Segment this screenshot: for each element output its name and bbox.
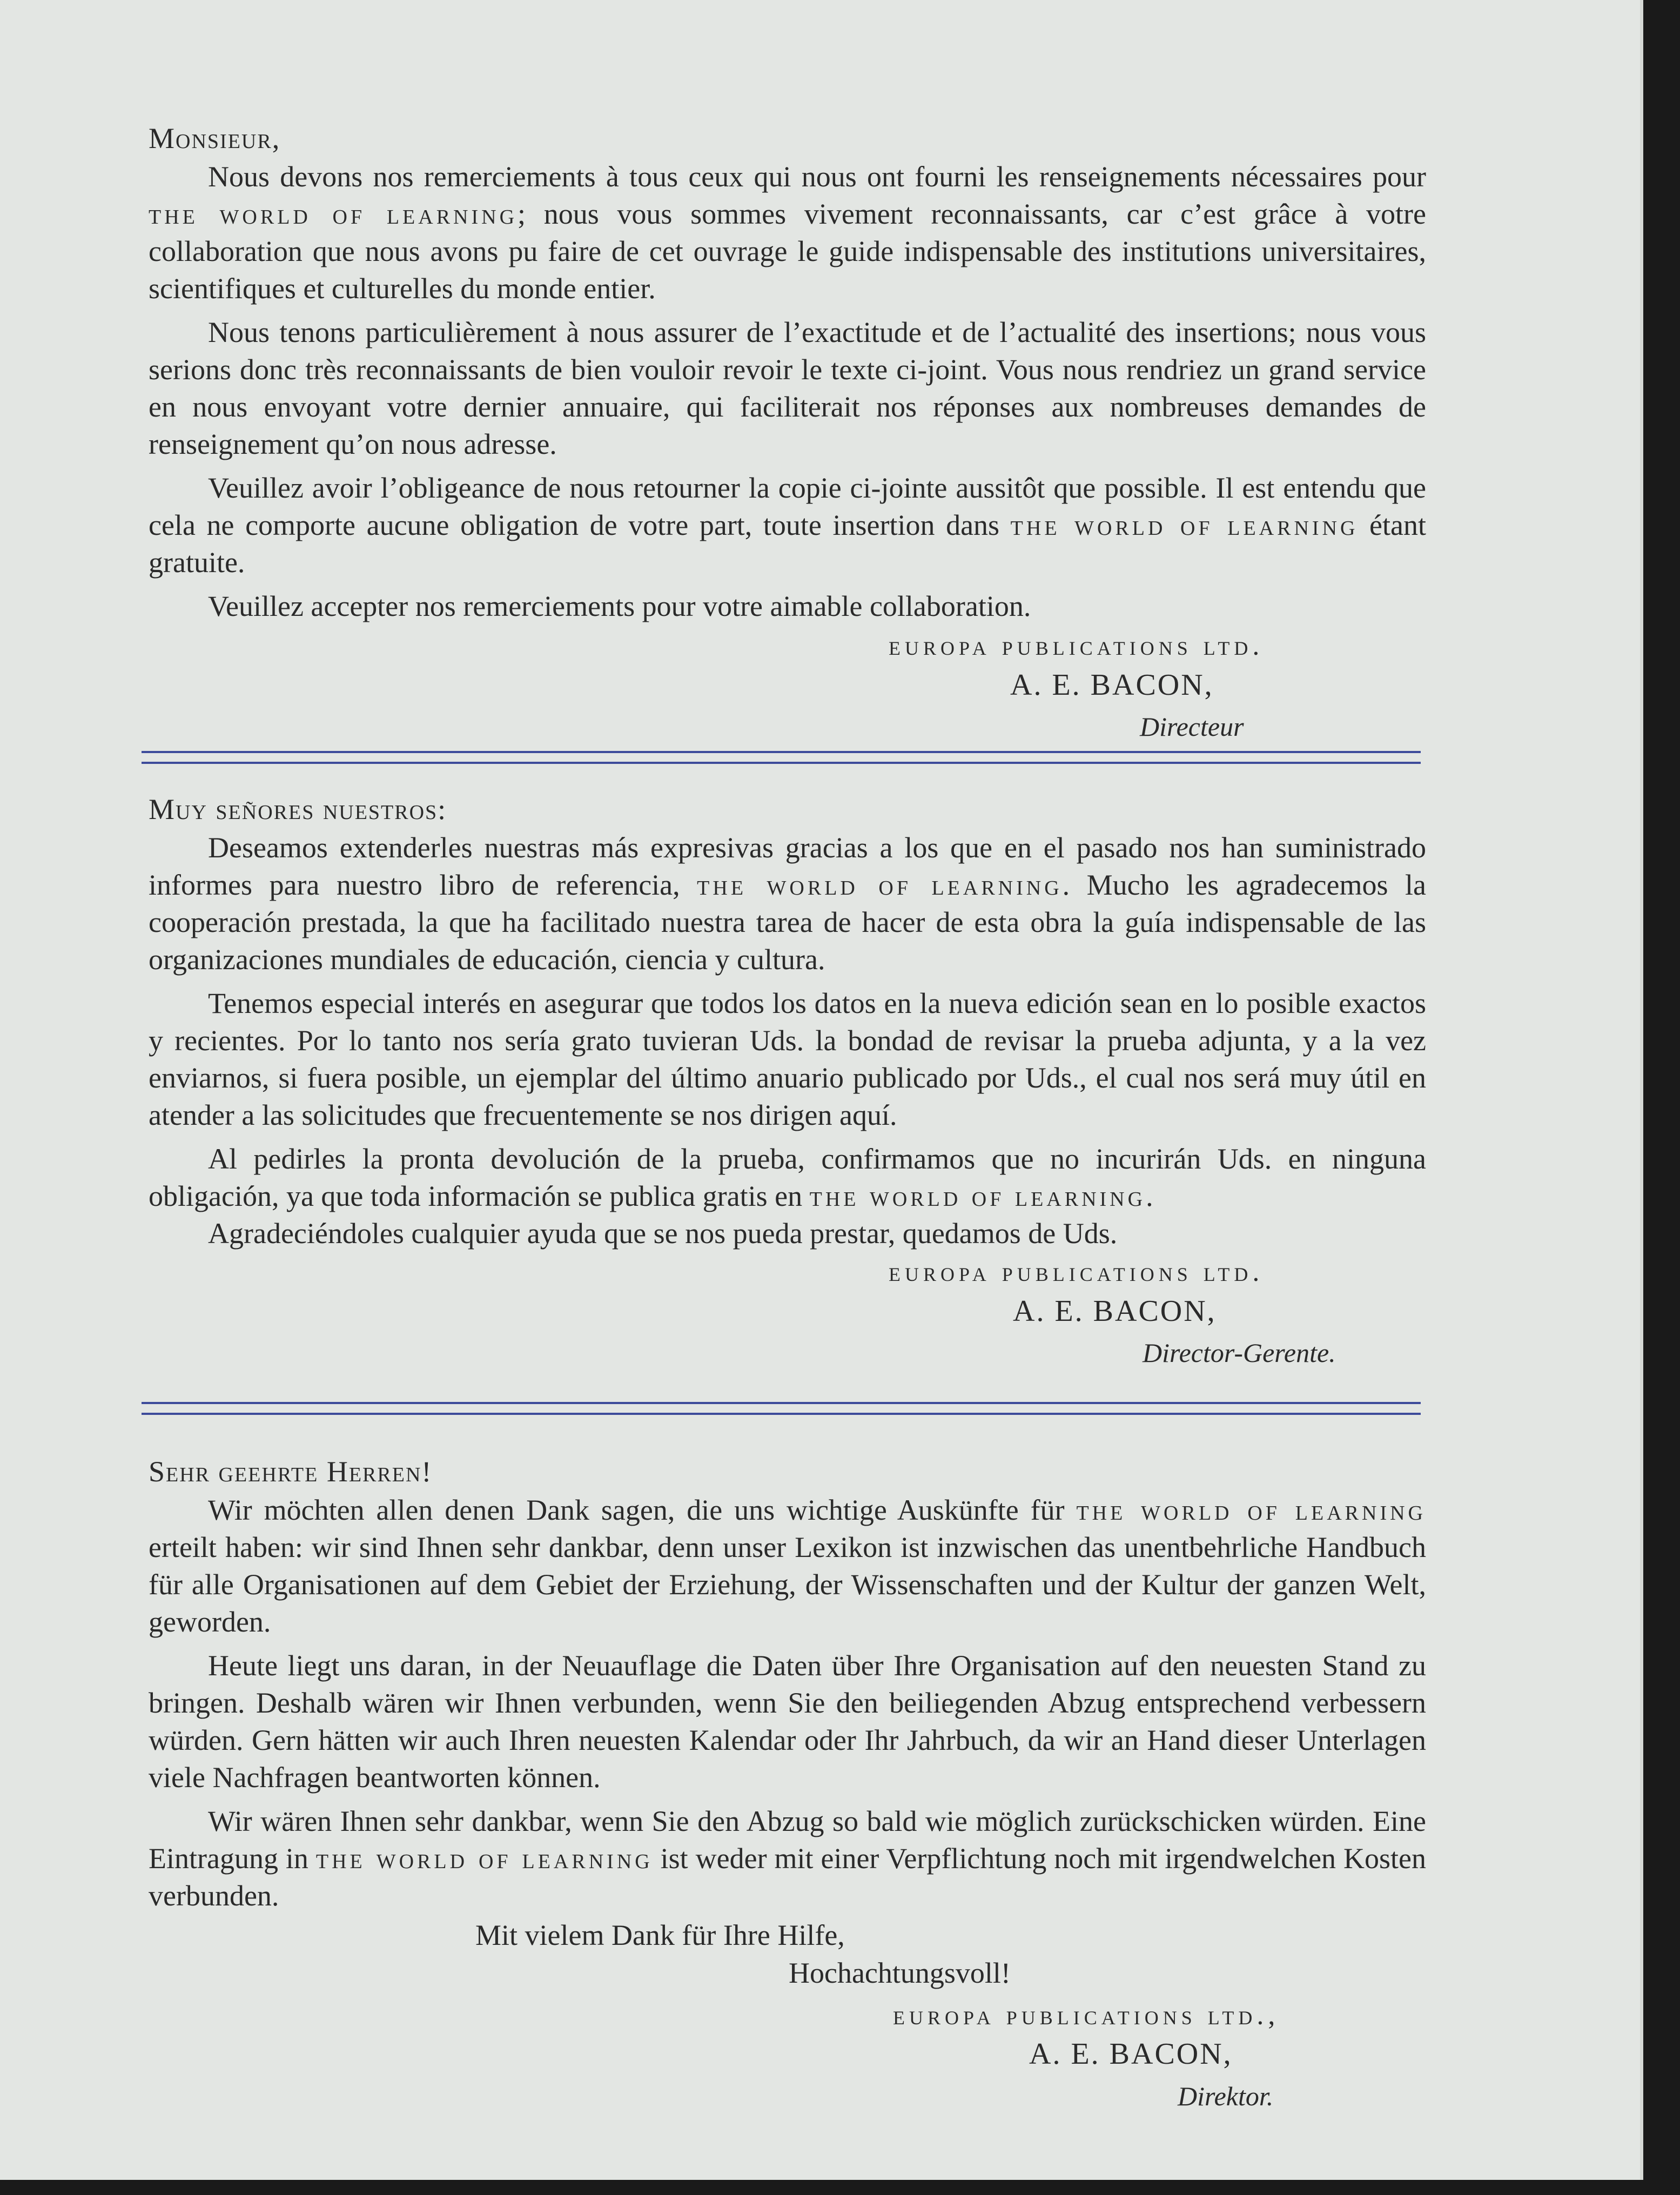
- spanish-signature: [149, 1259, 1426, 1383]
- company-name: europa publications ltd.: [889, 1257, 1264, 1287]
- spanish-paragraph-4: Agradeciéndoles cualquier ayuda que se nos pueda prestar, quedamos de Uds.: [208, 1217, 1118, 1250]
- spanish-letter: [149, 791, 1426, 1383]
- german-paragraph-2: Heute liegt uns daran, in der Neuauflage die Daten über Ihre Organisation auf den neuesten Stand zu bringen. Deshalb wären wir Ihnen verbunden, wenn Sie den beiliegenden Abzug entsprechend verbessern würden. Gern hätten wir auch Ihren neuesten Kalendar oder Ihr Jahrbuch, da wir an Hand dieser Unterlagen viele Nachfragen beantworten können.: [149, 1649, 1426, 1794]
- german-letter: [149, 1453, 1426, 2121]
- german-paragraph-3: Wir wären Ihnen sehr dankbar, wenn Sie den Abzug so bald wie möglich zurückschicken würden. Eine Eintragung in the world of learning ist weder mit einer Verpflichtung noch mit irgendwelchen Kosten verbunden.: [149, 1805, 1426, 1912]
- book-title: the world of learning: [1076, 1494, 1426, 1526]
- book-title: the world of learning: [149, 198, 518, 230]
- french-paragraph-3: Veuillez avoir l’obligeance de nous retourner la copie ci-jointe aussitôt que possible. Il est entendu que cela ne comporte aucune obligation de votre part, toute insertion dans the world of learning étant gratuite.: [149, 472, 1427, 579]
- german-salutation: Sehr geehrte Herren!: [149, 1455, 433, 1488]
- closing-line-2: Hochachtungsvoll!: [789, 1957, 1011, 1989]
- french-paragraph-4: Veuillez accepter nos remerciements pour votre aimable collaboration.: [208, 590, 1031, 622]
- spanish-paragraph-3: Al pedirles la pronta devolución de la prueba, confirmamos que no incurirán Uds. en ninguna obligación, ya que toda información se publica gratis en the world of learning.: [149, 1143, 1426, 1212]
- signatory-name: A. E. BACON,: [1029, 2037, 1233, 2071]
- closing-line-1: Mit vielem Dank für Ihre Hilfe,: [475, 1919, 845, 1951]
- german-closing: [149, 1921, 1426, 1997]
- spanish-salutation: Muy señores nuestros:: [149, 793, 447, 825]
- french-letter: [149, 120, 1426, 756]
- section-divider: [142, 751, 1421, 764]
- french-paragraph-1: Nous devons nos remerciements à tous ceux qui nous ont fourni les renseignements nécessaires pour the world of learning; nous vous sommes vivement reconnaissants, car c’est grâce à votre collaboration que nous avons pu faire de cet ouvrage le guide indispensable des institutions universitaires, scientifiques et culturelles du monde entier.: [149, 160, 1426, 305]
- spanish-paragraph-2: Tenemos especial interés en asegurar que todos los datos en la nueva edición sean en lo posible exactos y recientes. Por lo tanto nos sería grato tuvieran Uds. la bondad de revisar la prueba adjunta, y a la vez enviarnos, si fuera posible, un ejemplar del último anuario publicado por Uds., el cual nos será muy útil en atender a las solicitudes que frecuentemente se nos dirigen aquí.: [149, 987, 1426, 1131]
- book-title: the world of learning: [697, 869, 1063, 901]
- french-salutation: Monsieur,: [149, 122, 281, 155]
- french-signature: [149, 632, 1426, 756]
- company-name: europa publications ltd.,: [893, 2000, 1280, 2031]
- german-signature: [149, 1997, 1426, 2121]
- spanish-paragraph-1: Deseamos extenderles nuestras más expresivas gracias a los que en el pasado nos han suministrado informes para nuestro libro de referencia, the world of learning. Mucho les agradecemos la cooperación prestada, la que ha facilitado nuestra tarea de hacer de esta obra la guía indispensable de las organizaciones mundiales de educación, ciencia y cultura.: [149, 831, 1426, 976]
- book-title: the world of learning: [1010, 509, 1359, 541]
- french-paragraph-2: Nous tenons particulièrement à nous assurer de l’exactitude et de l’actualité des insertions; nous vous serions donc très reconnaissants de bien vouloir revoir le texte ci-joint. Vous nous rendriez un grand service en nous envoyant votre dernier annuaire, qui faciliterait nos réponses aux nombreuses demandes de renseignement qu’on nous adresse.: [149, 316, 1426, 460]
- signatory-role: Direktor.: [1178, 2081, 1274, 2111]
- signatory-role: Directeur: [1140, 711, 1244, 742]
- company-name: europa publications ltd.: [889, 630, 1264, 661]
- signatory-name: A. E. BACON,: [1010, 668, 1214, 702]
- signatory-role: Director-Gerente.: [1143, 1338, 1336, 1368]
- signatory-name: A. E. BACON,: [1013, 1294, 1217, 1328]
- book-title: the world of learning: [315, 1842, 653, 1875]
- book-title: the world of learning: [809, 1180, 1146, 1212]
- section-divider: [142, 1402, 1421, 1415]
- german-paragraph-1: Wir möchten allen denen Dank sagen, die uns wichtige Auskünfte für the world of learning erteilt haben: wir sind Ihnen sehr dankbar, denn unser Lexikon ist inzwischen das unentbehrliche Handbuch für alle Organisationen auf dem Gebiet der Erziehung, der Wissenschaften und der Kultur der ganzen Welt, geworden.: [149, 1494, 1426, 1638]
